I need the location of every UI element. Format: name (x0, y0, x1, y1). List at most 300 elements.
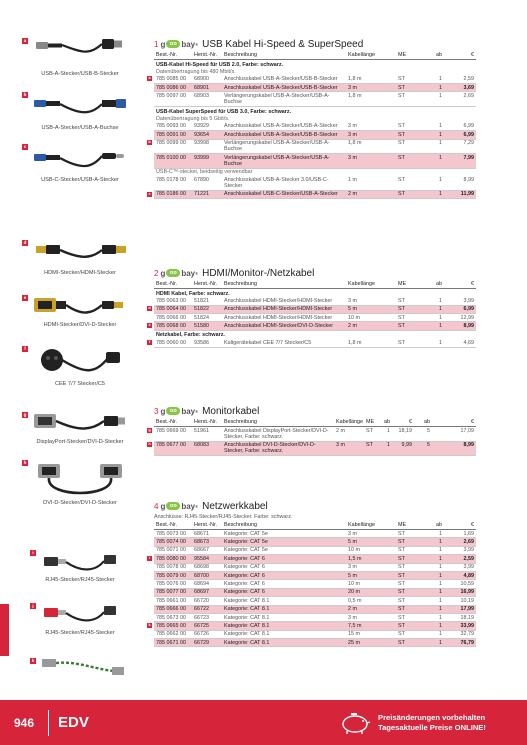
cable-length: 1 m (346, 176, 396, 190)
order-number: 785 0097 00 (154, 92, 192, 107)
unit: ST (396, 613, 424, 621)
usb-price-table (148, 51, 476, 199)
manufacturer-number: 68698 (192, 563, 222, 571)
table-header-row (154, 280, 476, 289)
price: 7,29 (444, 139, 476, 154)
min-qty: 1 (424, 563, 444, 571)
table-row (154, 639, 476, 647)
unit: ST (396, 305, 424, 313)
group-heading-row (154, 330, 476, 339)
cable-length: 2 m (346, 605, 396, 613)
min-qty: 1 (424, 530, 444, 538)
cable-length: 20 m (346, 588, 396, 596)
order-number: 785 0071 00 (154, 546, 192, 554)
description: Verlängerungskabel USB-A-Stecker/USB-A-Buchse (222, 154, 346, 169)
marker-a: a (23, 38, 27, 43)
manufacturer-number: 93654 (192, 131, 222, 139)
price: 16,99 (444, 588, 476, 596)
marker-b: b (23, 92, 27, 97)
description: Anschlusskabel DVI-D-Stecker/DVI-D-Stecker, Farbe: schwarz. (222, 441, 334, 456)
section-number: 1 (154, 39, 159, 49)
cable-length: 1,8 m (346, 92, 396, 107)
column-header: ab (424, 51, 444, 60)
unit: ST (396, 139, 424, 154)
marker-k: k (31, 658, 35, 663)
min-qty: 1 (424, 639, 444, 647)
table-row (154, 190, 476, 198)
section-number: 3 (154, 406, 159, 416)
min-qty: 1 (424, 176, 444, 190)
cable-length: 7,5 m (346, 622, 396, 630)
cable-length: 0,5 m (346, 597, 396, 605)
manufacturer-number: 93586 (192, 339, 222, 347)
table-row (154, 76, 476, 84)
price-tier-2: 8,99 (432, 441, 476, 456)
order-number: 785 0068 00 e (154, 322, 192, 330)
goobay-logo: g oo bay ® (160, 39, 199, 49)
unit: ST (396, 339, 424, 347)
cable-length: 1,8 m (346, 139, 396, 154)
order-number: 785 0100 00 (154, 154, 192, 169)
group-heading-row (154, 107, 476, 116)
unit: ST (396, 588, 424, 596)
order-number: 785 0093 00 (154, 123, 192, 131)
note-row (154, 115, 476, 122)
order-number: 785 0186 00 c (154, 190, 192, 198)
column-header: Best.-Nr. (154, 521, 192, 530)
label-hdmi-dvi: HDMI-Stecker/DVI-D-Stecker (43, 322, 117, 328)
min-qty: 1 (424, 622, 444, 630)
column-header: Beschreibung (222, 51, 346, 60)
column-header: € (444, 51, 476, 60)
unit: ST (396, 546, 424, 554)
description: Anschlusskabel USB-C-Stecker/USB-A-Stecker (222, 190, 346, 198)
order-number: 785 0178 00 (154, 176, 192, 190)
min-qty: 1 (424, 190, 444, 198)
description: Anschlusskabel USB-A-Stecker/USB-B-Stecker (222, 131, 346, 139)
price-notice-line-1: Preisänderungen vorbehalten (378, 713, 486, 722)
price: 32,79 (444, 630, 476, 638)
price: 10,19 (444, 597, 476, 605)
order-number: 785 0673 00 (154, 613, 192, 621)
column-header: Kabellänge (346, 51, 396, 60)
order-number: 785 0076 00 (154, 580, 192, 588)
table-row (154, 555, 476, 563)
cable-length: 1,8 m (346, 76, 396, 84)
description: Anschlusskabel HDMI-Stecker/HDMI-Stecker (222, 314, 346, 322)
order-number: 785 0669 00 g (154, 427, 192, 442)
unit: ST (364, 441, 380, 456)
column-header: Kabellänge (346, 521, 396, 530)
monitor-price-table (148, 418, 476, 456)
price: 6,99 (444, 305, 476, 313)
row-marker: h (148, 442, 151, 447)
cable-length: 15 m (346, 630, 396, 638)
hdmi-cable-image (30, 238, 130, 268)
manufacturer-number: 68900 (192, 76, 222, 84)
min-qty: 1 (424, 154, 444, 169)
row-marker: k (148, 623, 151, 628)
table-row (154, 597, 476, 605)
order-number: 785 0078 00 (154, 563, 192, 571)
description: Anschlusskabel HDMI-Stecker/HDMI-Stecker (222, 297, 346, 305)
price: 3,69 (444, 84, 476, 92)
section-title: HDMI/Monitor-/Netzkabel (202, 267, 315, 279)
order-number: 785 0080 00 i (154, 555, 192, 563)
marker-g: g (23, 412, 27, 417)
table-row (154, 563, 476, 571)
column-header: € (432, 418, 476, 427)
price: 18,19 (444, 613, 476, 621)
column-header: Herst.-Nr. (192, 51, 222, 60)
description: Anschlusskabel HDMI-Stecker/HDMI-Stecker (222, 305, 346, 313)
note-text: USB-C™-stecker, beidseitig verwendbar (156, 169, 253, 176)
group-heading-row (154, 289, 476, 298)
cable-length: 2 m (346, 190, 396, 198)
rj45-cable-cat6-image (38, 600, 128, 630)
description: Kategorie: CAT 8.1 (222, 622, 346, 630)
marker-h: h (23, 460, 27, 465)
footer-divider (48, 710, 49, 736)
price: 2,69 (444, 538, 476, 546)
column-header: ab (414, 418, 432, 427)
price: 2,69 (444, 92, 476, 107)
price: 9,99 (392, 441, 414, 456)
manufacturer-number: 95584 (192, 555, 222, 563)
manufacturer-number: 93929 (192, 123, 222, 131)
price: 18,19 (392, 427, 414, 442)
unit: ST (396, 563, 424, 571)
column-header: ab (380, 418, 392, 427)
order-number: 785 0085 00 a (154, 76, 192, 84)
cable-length: 5 m (346, 305, 396, 313)
column-header: Beschreibung (222, 521, 346, 530)
marker-i: i (30, 550, 36, 556)
order-number: 785 0073 00 (154, 530, 192, 538)
order-number: 785 0063 00 (154, 297, 192, 305)
manufacturer-number: 66725 (192, 622, 222, 630)
section-usb-cables (148, 37, 476, 199)
group-heading-row (154, 60, 476, 69)
section-monitor-cables (148, 404, 476, 456)
table-row (154, 546, 476, 554)
price: 17,99 (444, 605, 476, 613)
row-marker: c (148, 191, 151, 196)
min-qty: 1 (424, 555, 444, 563)
unit: ST (396, 123, 424, 131)
row-marker: a (148, 76, 151, 81)
column-header: Best.-Nr. (154, 51, 192, 60)
cable-length: 3 m (334, 441, 364, 456)
group-heading: USB-Kabel SuperSpeed für USB 3.0, Farbe: schwarz. (156, 108, 292, 115)
manufacturer-number: 66722 (192, 605, 222, 613)
displayport-dvi-cable-image (30, 408, 130, 438)
cable-length: 2 m (334, 427, 364, 442)
order-number: 785 0091 00 (154, 131, 192, 139)
description: Anschlusskabel USB-A-Stecker/USB-A-Stecker (222, 123, 346, 131)
table-row (154, 588, 476, 596)
usb-c-a-cable-image (30, 142, 130, 176)
table-row (154, 580, 476, 588)
price: 3,99 (444, 297, 476, 305)
min-qty-tier-2: 5 (414, 427, 432, 442)
manufacturer-number: 68671 (192, 530, 222, 538)
unit: ST (396, 538, 424, 546)
table-header-row (154, 418, 476, 427)
order-number: 785 0077 00 (154, 588, 192, 596)
table-row (154, 322, 476, 330)
power-cable-image (30, 342, 130, 380)
min-qty: 1 (424, 297, 444, 305)
cable-length: 25 m (346, 639, 396, 647)
price: 11,99 (444, 190, 476, 198)
cable-length: 10 m (346, 314, 396, 322)
section-number: 2 (154, 268, 159, 278)
table-row (154, 139, 476, 154)
table-row (154, 441, 476, 456)
description: Anschlusskabel HDMI-Stecker/DVI-D-Stecker (222, 322, 346, 330)
category-title: EDV (58, 714, 89, 731)
row-marker: i (148, 555, 151, 560)
label-hdmi-hdmi: HDMI-Stecker/HDMI-Stecker (44, 270, 116, 276)
order-number: 785 0665 00 k (154, 622, 192, 630)
description: Kategorie: CAT 6 (222, 555, 346, 563)
unit: ST (364, 427, 380, 442)
row-marker: g (148, 427, 151, 432)
column-header: € (392, 418, 414, 427)
usb-a-b-cable-image (30, 34, 130, 68)
table-row (154, 92, 476, 107)
section-header (154, 499, 476, 513)
table-row (154, 571, 476, 579)
unit: ST (396, 92, 424, 107)
manufacturer-number: 71221 (192, 190, 222, 198)
column-header: Herst.-Nr. (192, 280, 222, 289)
unit: ST (396, 630, 424, 638)
min-qty: 1 (380, 441, 392, 456)
price: 10,59 (444, 580, 476, 588)
order-number: 785 0666 00 (154, 605, 192, 613)
column-header: Kabellänge (336, 419, 363, 425)
dvi-dvi-cable-image (30, 458, 130, 500)
section-hdmi-cables (148, 266, 476, 348)
description: Anschlusskabel USB-A-Stecker/USB-B-Stecker (222, 76, 346, 84)
table-header-row (154, 521, 476, 530)
description: Kategorie: CAT 8.1 (222, 597, 346, 605)
piggy-bank-icon (338, 711, 372, 735)
description: Kategorie: CAT 5e (222, 538, 346, 546)
price-notice (378, 713, 486, 733)
manufacturer-number: 68083 (192, 441, 222, 456)
min-qty: 1 (424, 314, 444, 322)
row-marker: b (148, 140, 151, 145)
unit: ST (396, 190, 424, 198)
chapter-tab (0, 604, 9, 656)
table-row (154, 630, 476, 638)
manufacturer-number: 68901 (192, 84, 222, 92)
cable-length: 3 m (346, 613, 396, 621)
unit: ST (396, 76, 424, 84)
section-intro: Anschlüsse: RJ45-Stecker/RJ45-Stecker. Farbe: schwarz. (154, 514, 293, 520)
row-marker: d (148, 306, 151, 311)
section-header (154, 37, 476, 51)
unit: ST (396, 571, 424, 579)
table-row (154, 427, 476, 442)
column-header: Best.-Nr. (154, 280, 192, 289)
description: Anschlusskabel USB-A-Stecker 3.0/USB-C-Stecker (222, 176, 346, 190)
price-notice-line-2: Tagesaktuelle Preise ONLINE! (378, 723, 486, 732)
table-row (154, 154, 476, 169)
cable-length: 2 m (346, 322, 396, 330)
min-qty: 1 (424, 597, 444, 605)
unit: ST (396, 605, 424, 613)
unit: ST (396, 131, 424, 139)
price: 4,69 (444, 339, 476, 347)
manufacturer-number: 51824 (192, 314, 222, 322)
group-heading: Netzkabel, Farbe: schwarz. (156, 332, 225, 339)
note-text: Datenübertragung bis 480 Mbit/s. (156, 68, 236, 75)
table-row (154, 613, 476, 621)
section-number: 4 (154, 501, 159, 511)
marker-e: e (23, 295, 27, 300)
manufacturer-number: 51822 (192, 305, 222, 313)
section-header (154, 404, 476, 418)
row-marker: e (148, 323, 151, 328)
price: 6,99 (444, 131, 476, 139)
description: Kategorie: CAT 6 (222, 588, 346, 596)
marker-c: c (23, 144, 27, 149)
marker-d: d (23, 240, 27, 245)
label-power-cable: CEE 7/7 Stecker/C5 (54, 381, 106, 387)
note-row (154, 168, 476, 176)
cable-length: 5 m (346, 538, 396, 546)
column-header: ME (364, 418, 380, 427)
manufacturer-number: 51821 (192, 297, 222, 305)
price: 12,99 (444, 314, 476, 322)
table-row (154, 297, 476, 305)
min-qty: 1 (424, 588, 444, 596)
table-header-row (154, 51, 476, 60)
description: Kategorie: CAT 8.1 (222, 639, 346, 647)
description: Anschlusskabel USB-A-Stecker/USB-B-Stecker (222, 84, 346, 92)
min-qty: 1 (424, 92, 444, 107)
order-number: 785 0074 00 (154, 538, 192, 546)
group-heading: USB-Kabel Hi-Speed für USB 2.0, Farbe: schwarz. (156, 61, 284, 68)
rj45-cable-cat8-image (38, 655, 128, 685)
min-qty: 1 (424, 139, 444, 154)
cable-length: 5 m (346, 571, 396, 579)
label-rj45-1: RJ45-Stecker/RJ45-Stecker (45, 577, 115, 583)
table-row (154, 123, 476, 131)
cable-length: 1,8 m (346, 339, 396, 347)
network-price-table (148, 521, 476, 647)
manufacturer-number: 66723 (192, 613, 222, 621)
description: Kaltgerätekabel CEE 7/7 Stecker/C5 (222, 339, 346, 347)
manufacturer-number: 93998 (192, 139, 222, 154)
price: 3,99 (444, 563, 476, 571)
price-tier-2: 17,09 (432, 427, 476, 442)
min-qty: 1 (424, 630, 444, 638)
column-header: Beschreibung (222, 418, 334, 427)
column-header: ab (424, 280, 444, 289)
price: 8,99 (444, 176, 476, 190)
cable-length: 3 m (346, 123, 396, 131)
usb-a-a-cable-image (30, 90, 130, 124)
min-qty: 1 (424, 339, 444, 347)
marker-f: f (22, 346, 28, 352)
table-row (154, 622, 476, 630)
min-qty: 1 (424, 571, 444, 579)
manufacturer-number: 93999 (192, 154, 222, 169)
price: 1,69 (444, 530, 476, 538)
unit: ST (396, 639, 424, 647)
cable-length: 1,5 m (346, 555, 396, 563)
cable-length: 3 m (346, 154, 396, 169)
column-header: ME (396, 51, 424, 60)
order-number: 785 0064 00 d (154, 305, 192, 313)
column-header: ME (396, 521, 424, 530)
order-number: 785 0661 00 (154, 597, 192, 605)
table-row (154, 538, 476, 546)
description: Kategorie: CAT 8.1 (222, 630, 346, 638)
unit: ST (396, 297, 424, 305)
order-number: 785 0079 00 (154, 571, 192, 579)
price: 7,99 (444, 154, 476, 169)
section-title: Netzwerkkabel (202, 500, 268, 512)
unit: ST (396, 84, 424, 92)
min-qty: 1 (424, 305, 444, 313)
manufacturer-number: 66720 (192, 597, 222, 605)
price: 4,89 (444, 571, 476, 579)
min-qty: 1 (424, 538, 444, 546)
cable-length: 3 m (346, 131, 396, 139)
group-heading: HDMI Kabel, Farbe: schwarz. (156, 290, 230, 297)
manufacturer-number: 51961 (192, 427, 222, 442)
order-number: 785 0099 00 b (154, 139, 192, 154)
unit: ST (396, 176, 424, 190)
min-qty: 1 (380, 427, 392, 442)
product-image-column (0, 0, 148, 700)
column-header: Best.-Nr. (154, 418, 192, 427)
label-dvi-dvi: DVI-D-Stecker/DVI-D-Stecker (43, 500, 117, 506)
manufacturer-number: 68694 (192, 580, 222, 588)
goobay-logo: g oo bay ® (160, 406, 199, 416)
column-header: € (444, 521, 476, 530)
order-number: 785 0060 00 f (154, 339, 192, 347)
table-row (154, 605, 476, 613)
price: 6,99 (444, 123, 476, 131)
min-qty: 1 (424, 123, 444, 131)
manufacturer-number: 67890 (192, 176, 222, 190)
manufacturer-number: 68673 (192, 538, 222, 546)
description: Kategorie: CAT 8.1 (222, 613, 346, 621)
cable-length: 3 m (346, 563, 396, 571)
note-text: Datenübertragung bis 5 Gbit/s. (156, 115, 230, 122)
price: 3,99 (444, 546, 476, 554)
min-qty: 1 (424, 605, 444, 613)
description: Kategorie: CAT 5e (222, 546, 346, 554)
unit: ST (396, 314, 424, 322)
goobay-logo: g oo bay ® (160, 501, 199, 511)
manufacturer-number: 51580 (192, 322, 222, 330)
row-marker: f (148, 339, 151, 344)
description: Verlängerungskabel USB-A-Stecker/USB-A-Buchse (222, 92, 346, 107)
cable-length: 3 m (346, 84, 396, 92)
table-row (154, 305, 476, 313)
description: Verlängerungskabel USB-A-Stecker/USB-A-Buchse (222, 139, 346, 154)
unit: ST (396, 322, 424, 330)
column-header: Kabellänge (346, 280, 396, 289)
